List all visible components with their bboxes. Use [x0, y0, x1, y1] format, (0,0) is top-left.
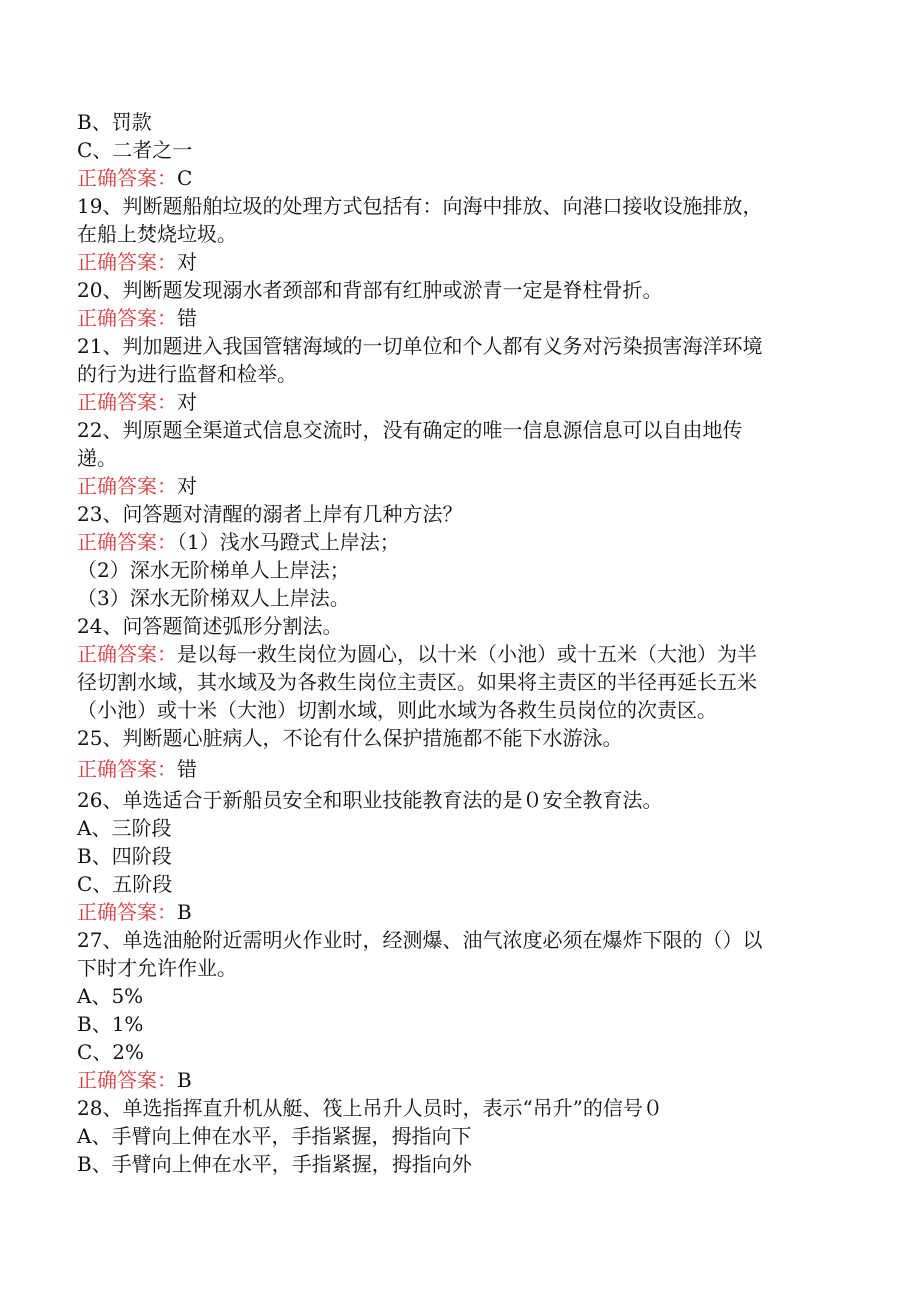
text-line: 24、问答题简述弧形分割法。 [77, 614, 343, 638]
text-line: 递。 [77, 446, 117, 470]
answer-label: 正确答案： [77, 530, 177, 554]
answer-line [77, 898, 822, 926]
text-line: 28、单选指挥直升机从艇、筏上吊升人员时，表示“吊升”的信号０ [77, 1096, 663, 1120]
answer-line [77, 248, 822, 276]
answer-label: 正确答案： [77, 250, 177, 274]
answer-label: 正确答案： [77, 306, 177, 330]
answer-value: 对 [177, 390, 197, 414]
answer-label: 正确答案： [77, 474, 177, 498]
text-line: 20、判断题发现溺水者颈部和背部有红肿或淤青一定是脊柱骨折。 [77, 278, 663, 302]
text-line: B、手臂向上伸在水平，手指紧握，拇指向外 [77, 1152, 472, 1176]
text-line: B、1% [77, 1012, 144, 1036]
answer-line [77, 304, 822, 332]
text-line: 21、判加题进入我国管辖海域的一切单位和个人都有义务对污染损害海洋环境 [77, 334, 763, 358]
answer-line [77, 755, 822, 783]
answer-value: 是以每一救生岗位为圆心，以十米（小池）或十五米（大池）为半 [177, 642, 757, 666]
answer-label: 正确答案： [77, 1068, 177, 1092]
answer-value: 错 [177, 306, 197, 330]
text-line: A、5% [77, 984, 144, 1008]
answer-line [77, 164, 822, 192]
text-line: B、罚款 [77, 110, 152, 134]
answer-value: B [177, 1068, 192, 1092]
answer-value: 错 [177, 757, 197, 781]
text-line: （2）深水无阶梯单人上岸法； [77, 558, 350, 582]
text-line: B、四阶段 [77, 844, 172, 868]
text-line: （3）深水无阶梯双人上岸法。 [77, 586, 350, 610]
text-line: C、五阶段 [77, 872, 173, 896]
text-line: 25、判断题心脏病人，不论有什么保护措施都不能下水游泳。 [77, 726, 623, 750]
answer-value: （1）浅水马蹬式上岸法； [177, 530, 400, 554]
text-line: C、二者之一 [77, 138, 193, 162]
text-line: A、手臂向上伸在水平，手指紧握，拇指向下 [77, 1124, 472, 1148]
text-line: 19、判断题船舶垃圾的处理方式包括有：向海中排放、向港口接收设施排放， [77, 194, 763, 218]
answer-line [77, 1066, 822, 1094]
answer-value: 对 [177, 474, 197, 498]
answer-line [77, 472, 822, 500]
text-line: 的行为进行监督和检举。 [77, 362, 297, 386]
answer-line [77, 528, 822, 556]
text-line: A、三阶段 [77, 816, 172, 840]
text-line: C、2% [77, 1040, 145, 1064]
answer-label: 正确答案： [77, 642, 177, 666]
text-line: 下时才允许作业。 [77, 956, 237, 980]
answer-value: 对 [177, 250, 197, 274]
answer-line [77, 388, 822, 416]
text-line: 27、单选油舱附近需明火作业时，经测爆、油气浓度必须在爆炸下限的（）以 [77, 928, 763, 952]
text-line: 径切割水域，其水域及为各救生岗位主责区。如果将主责区的半径再延长五米 [77, 670, 757, 694]
answer-label: 正确答案： [77, 390, 177, 414]
answer-line [77, 640, 822, 668]
text-line: 22、判原题全渠道式信息交流时，没有确定的唯一信息源信息可以自由地传 [77, 418, 743, 442]
answer-label: 正确答案： [77, 757, 177, 781]
answer-label: 正确答案： [77, 900, 177, 924]
answer-value: C [177, 166, 193, 190]
answer-value: B [177, 900, 192, 924]
text-line: 23、问答题对清醒的溺者上岸有几种方法？ [77, 502, 463, 526]
text-line: （小池）或十米（大池）切割水域，则此水域为各救生员岗位的次责区。 [77, 698, 717, 722]
question-list [77, 108, 822, 1178]
answer-label: 正确答案： [77, 166, 177, 190]
text-line: 26、单选适合于新船员安全和职业技能教育法的是０安全教育法。 [77, 788, 663, 812]
text-line: 在船上焚烧垃圾。 [77, 222, 237, 246]
